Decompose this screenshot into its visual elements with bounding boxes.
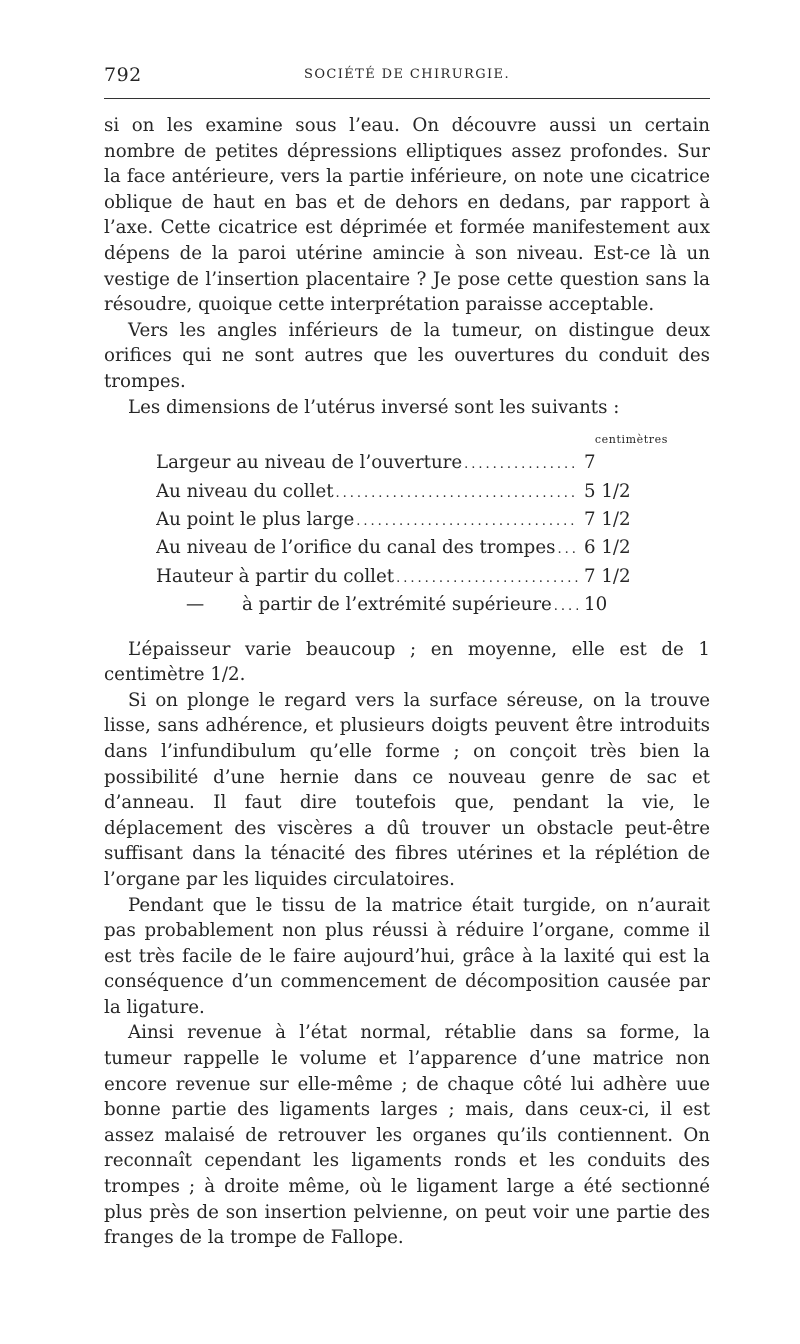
row-value: 6 1/2 [584,537,631,559]
body-text [104,113,710,1251]
paragraph: si on les examine sous l’eau. On découvre aussi un certain nombre de petites dépressions elliptiques assez profondes. Sur la face antérieure, vers la partie inférieure, on note une cicatrice oblique de haut en bas et de dehors en dedans, par rapport à l’axe. Cette cicatrice est déprimée et formée manifestement aux dépens de la paroi utérine amincie à son niveau. Est-ce là un vestige de l’insertion placentaire ? Je pose cette question sans la résoudre, quoique cette interprétation paraisse acceptable. [104,115,710,316]
table-row [156,564,694,592]
paragraph: Ainsi revenue à l’état normal, rétablie dans sa forme, la tumeur rappelle le volume et l’apparence d’une matrice non encore revenue sur elle-même ; de chaque côté lui adhère uue bonne partie des ligaments larges ; mais, dans ceux-ci, il est assez malaisé de retrouver les organes qu’ils contiennent. On reconnaît cependant les ligaments ronds et les conduits des trompes ; à droite même, où le ligament large a été sectionné plus près de son insertion pelvienne, on peut voir une partie des franges de la trompe de Fallope. [104,1022,710,1249]
page-header [104,60,710,90]
book-page [104,0,710,1344]
row-value: 7 1/2 [584,565,631,587]
table-row [156,592,694,620]
row-label: Hauteur à partir du collet [156,565,395,587]
row-label: Largeur au niveau de l’ouverture [156,452,463,474]
dot-leader [464,452,578,478]
table-row [156,450,694,478]
ditto-dash: — [186,594,205,616]
dot-leader [396,566,578,592]
row-label: à partir de l’extrémité supérieure [242,594,552,616]
paragraph: Les dimensions de l’utérus inversé sont les suivants : [128,396,620,418]
row-label: Au niveau du collet [156,480,334,502]
table-row [156,535,694,563]
header-rule [104,98,710,99]
row-label: Au point le plus large [156,508,355,530]
row-value: 10 [584,594,608,616]
dot-leader [554,594,578,620]
page-number: 792 [104,64,142,86]
row-value: 7 [584,452,596,474]
table-row [156,507,694,535]
row-value: 7 1/2 [584,508,631,530]
row-value: 5 1/2 [584,480,631,502]
paragraph: Si on plonge le regard vers la surface séreuse, on la trouve lisse, sans adhérence, et plusieurs doigts peuvent être introduits dans l’infundibulum qu’elle forme ; on conçoit très bien la possibilité d’une hernie dans ce nouveau genre de sac et d’anneau. Il faut dire toutefois que, pendant la vie, le déplacement des viscères a dû trouver un obstacle peut-être suffisant dans la ténacité des fibres utérines et la réplétion de l’organe par les liquides circulatoires. [104,689,710,890]
dot-leader [557,537,578,563]
row-label: Au niveau de l’orifice du canal des trompes [156,537,556,559]
paragraph: L’épaisseur varie beaucoup ; en moyenne, elle est de 1 centimètre 1/2. [104,638,710,686]
running-title: SOCIÉTÉ DE CHIRURGIE. [304,67,510,82]
unit-header: centimètres [594,433,668,447]
dimensions-rows [156,450,694,620]
dot-leader [336,481,578,507]
table-row [156,479,694,507]
dot-leader [356,509,578,535]
dimensions-table [104,430,710,620]
paragraph: Vers les angles inférieurs de la tumeur, on distingue deux orifices qui ne sont autres que les ouvertures du conduit des trompes. [104,319,710,392]
paragraph: Pendant que le tissu de la matrice était turgide, on n’aurait pas probablement non plus réussi à réduire l’organe, comme il est très facile de le faire aujourd’hui, grâce à la laxité qui est la conséquence d’un commencement de décomposition causée par la ligature. [104,894,710,1018]
